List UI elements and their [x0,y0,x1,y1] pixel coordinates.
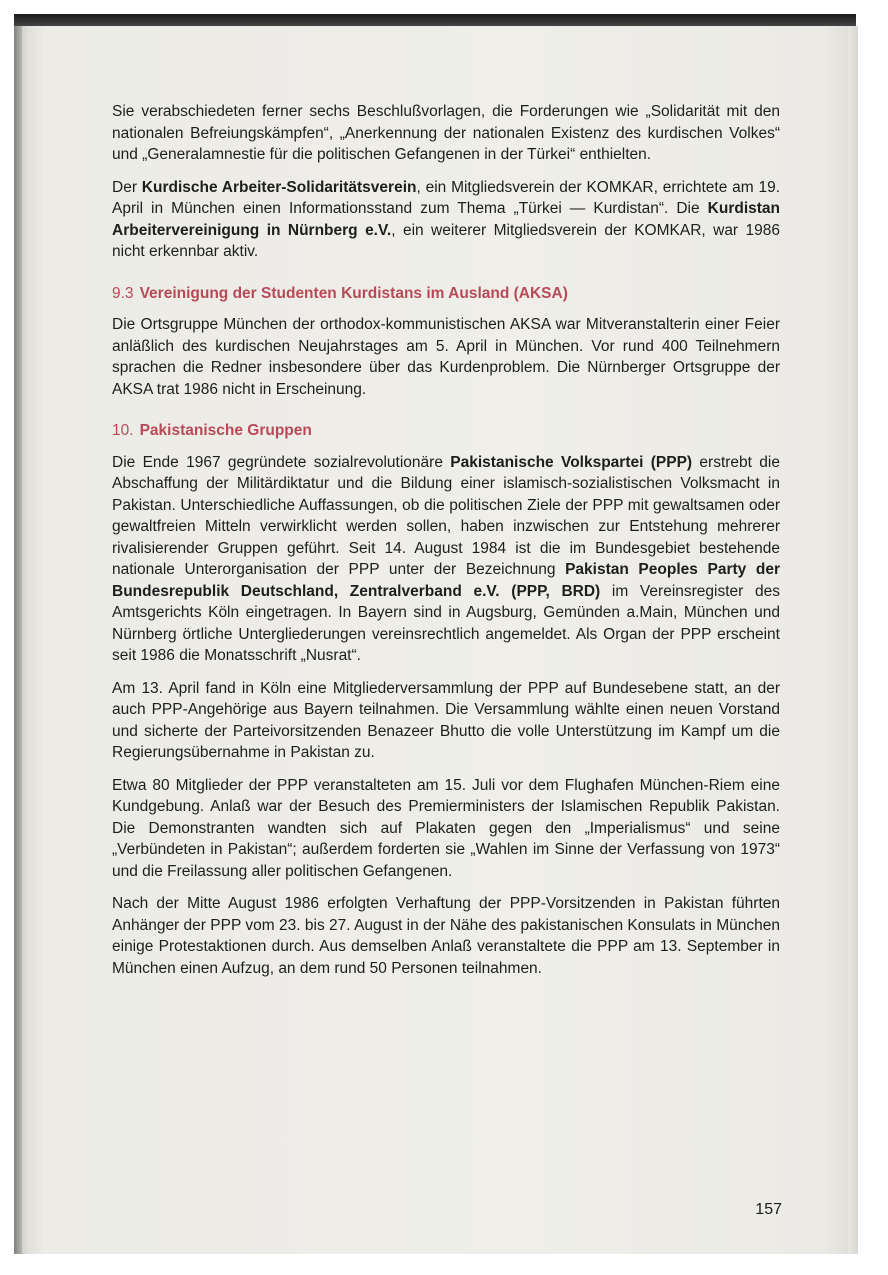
body-paragraph [112,775,780,883]
paragraph-text: , ein Mitgliedsverein der KOMKAR, errichtete am 19. April in München einen Informationsstand zum Thema „Türkei — Kurdistan“. Die [112,178,780,217]
bold-term: Kurdische Arbeiter-Solidaritätsverein [141,178,417,196]
paragraph-text: Die Ende 1967 gegründete sozialrevolutionäre [112,453,451,471]
paragraph-text: im Vereinsregister des Amtsgerichts Köln eingetragen. In Bayern sind in Augsburg, Gemünden a.Main, München und Nürnberg örtliche Untergliederungen vereinsrechtlich angemeldet. Als Organ der PPP erscheint seit 1986 die Monatsschrift „Nusrat“. [112,582,780,664]
paragraph-text: Die Ortsgruppe München der orthodox-kommunistischen AKSA war Mitveranstalterin einer Feier anläßlich des kurdischen Neujahrstages am 5. April in München. Vor rund 400 Teilnehmern sprachen die Redner insbesondere über das Kurdenproblem. Die Nürnberger Ortsgruppe der AKSA trat 1986 nicht in Erscheinung. [112,316,780,398]
paragraph-text: Sie verabschiedeten ferner sechs Beschlußvorlagen, die Forderungen wie „Solidarität mit den nationalen Befreiungskämpfen“, „Anerkennung der nationalen Existenz des kurdischen Volkes“ und „Generalamnestie für die politischen Gefangenen in der Türkei“ enthielten. [112,103,780,163]
paragraph-text: , ein weiterer Mitgliedsverein der KOMKAR, war 1986 nicht erkennbar aktiv. [112,221,780,260]
paragraph-text: Etwa 80 Mitglieder der PPP veranstalteten am 15. Juli vor dem Flughafen München-Riem eine Kundgebung. Anlaß war der Besuch des Premierministers der Islamischen Republik Pakistan. Die Demonstranten wandten sich auf Plakaten gegen den „Imperialismus“ und seine „Verbündeten in Pakistan“; außerdem forderten sie „Wahlen im Sinne der Verfassung von 1973“ und die Freilassung aller politischen Gefangenen. [112,776,780,880]
body-paragraph [112,678,780,764]
section-number: 10. [112,422,134,439]
body-paragraph [112,893,780,979]
binding-shadow [14,26,22,1254]
body-paragraph [112,314,780,400]
paragraph-text: erstrebt die Abschaffung der Militärdiktatur und die Bildung einer islamisch-sozialistischen Volksmacht in Pakistan. Unterschiedliche Auffassungen, ob die politischen Ziele der PPP mit gewaltsamen oder gewaltfreien Mitteln verwirklicht werden sollen, haben inzwischen zur Entstehung mehrerer rivalisierender Gruppen geführt. Seit 14. August 1984 ist die im Bundesgebiet bestehende nationale Unterorganisation der PPP unter der Bezeichnung [112,453,780,578]
body-paragraph [112,101,780,166]
bold-term: Pakistanische Volkspartei (PPP) [450,453,693,471]
body-paragraph [112,177,780,263]
paragraph-text: Nach der Mitte August 1986 erfolgten Verhaftung der PPP-Vorsitzenden in Pakistan führten Anhänger der PPP vom 23. bis 27. August in der Nähe des pakistanischen Konsulats in München einige Protestaktionen durch. Aus demselben Anlaß veranstaltete die PPP am 13. September in München einen Aufzug, an dem rund 50 Personen teilnahmen. [112,895,780,977]
section-heading [112,283,780,305]
page-number: 157 [755,1201,782,1218]
section-heading [112,420,780,442]
bold-term: Pakistan Peoples Party der Bundesrepublik Deutschland, Zentralverband e.V. (PPP, BRD) [112,561,780,600]
paragraph-text: Der [112,178,142,196]
body-paragraph [112,452,780,667]
section-title: Pakistanische Gruppen [139,422,312,439]
bold-term: Kurdistan Arbeitervereinigung in Nürnberg e.V. [112,200,780,239]
paragraph-text: Am 13. April fand in Köln eine Mitgliederversammlung der PPP auf Bundesebene statt, an der auch PPP-Angehörige aus Bayern teilnahmen. Die Versammlung wählte einen neuen Vorstand und sicherte der Parteivorsitzenden Benazeer Bhutto die volle Unterstützung im Kampf um die Regierungsübernahme in Pakistan zu. [112,679,780,761]
section-number: 9.3 [112,284,134,302]
page-right-edge [848,26,858,1254]
section-title: Vereinigung der Studenten Kurdistans im Ausland (AKSA) [139,284,568,302]
page-body [112,101,780,990]
